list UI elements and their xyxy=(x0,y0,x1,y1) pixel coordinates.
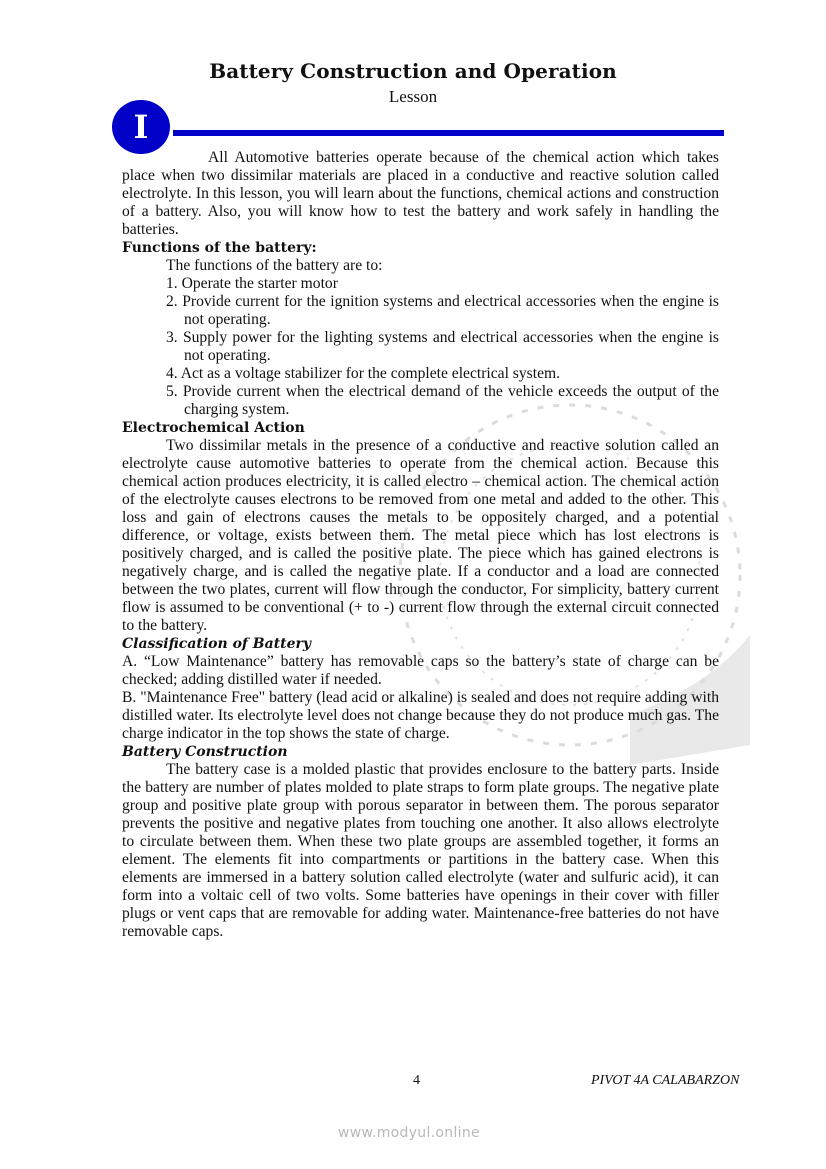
electrochemical-paragraph: Two dissimilar metals in the presence of a conductive and reactive solution called an electrolyte cause automotive batteries to operate from the chemical action. Because this chemical action produces electricity, it is called electro – chemical action. The chemical action of the electrolyte causes electrons to be removed from one metal and added to the other. This loss and gain of electrons causes the metals to be oppositely charged, and a potential difference, or voltage, exists between them. The metal piece which has lost electrons is positively charged, and is called the positive plate. The piece which has gained electrons is negatively charge, and is called the negative plate. If a conductor and a load are connected between the two plates, current will flow through the conductor, For simplicity, battery current flow is assumed to be conventional (+ to -) current flow through the external circuit connected to the battery. xyxy=(122,437,719,634)
section-badge: I xyxy=(112,100,170,154)
heading-classification: Classification of Battery xyxy=(122,636,312,652)
page-title: Battery Construction and Operation xyxy=(209,59,617,83)
construction-paragraph: The battery case is a molded plastic that provides enclosure to the battery parts. Inside the battery are number of plates molded to plate straps to form plate groups. The negative plate group and positive plate group with porous separator in between them. The porous separator prevents the positive and negative plates from touching one another. It also allows electrolyte to circulate between them. When these two plate groups are assembled together, it forms an element. The elements fit into compartments or partitions in the battery case. When this elements are immersed in a battery solution called electrolyte (water and sulfuric acid), it can form into a voltaic cell of two volts. Some batteries have openings in their cover with filler plugs or vent caps that are removable for adding water. Maintenance-free batteries do not have removable caps. xyxy=(122,761,719,940)
intro-paragraph: All Automotive batteries operate because of the chemical action which takes place when two dissimilar materials are placed in a conductive and reactive solution called electrolyte. In this lesson, you will learn about the functions, chemical actions and construction of a battery. Also, you will know how to test the battery and work safely in handling the batteries. xyxy=(122,149,719,238)
functions-lead: The functions of the battery are to: xyxy=(166,257,383,274)
heading-functions: Functions of the battery: xyxy=(122,240,317,256)
heading-construction: Battery Construction xyxy=(122,744,288,760)
functions-list xyxy=(122,275,719,419)
page-subtitle: Lesson xyxy=(388,87,438,106)
list-item: 4. Act as a voltage stabilizer for the complete electrical system. xyxy=(166,365,561,382)
list-item: 1. Operate the starter motor xyxy=(166,275,338,292)
page-number: 4 xyxy=(413,1073,420,1088)
footer-org: PIVOT 4A CALABARZON xyxy=(591,1073,740,1088)
list-item: 3. Supply power for the lighting systems and electrical accessories when the engine is not operating. xyxy=(166,329,719,364)
site-watermark: www.modyul.online xyxy=(338,1125,480,1141)
list-item: 2. Provide current for the ignition systems and electrical accessories when the engine is not operating. xyxy=(166,293,719,328)
classification-item: B. "Maintenance Free" battery (lead acid or alkaline) is sealed and does not require adding with distilled water. Its electrolyte level does not change because they do not produce much gas. The charge indicator in the top shows the state of charge. xyxy=(122,689,719,742)
header-divider xyxy=(173,130,724,136)
heading-electrochemical: Electrochemical Action xyxy=(122,420,305,436)
list-item: 5. Provide current when the electrical demand of the vehicle exceeds the output of the charging system. xyxy=(166,383,719,418)
classification-item: A. “Low Maintenance” battery has removable caps so the battery’s state of charge can be checked; adding distilled water if needed. xyxy=(122,653,719,688)
document-body xyxy=(122,149,719,941)
